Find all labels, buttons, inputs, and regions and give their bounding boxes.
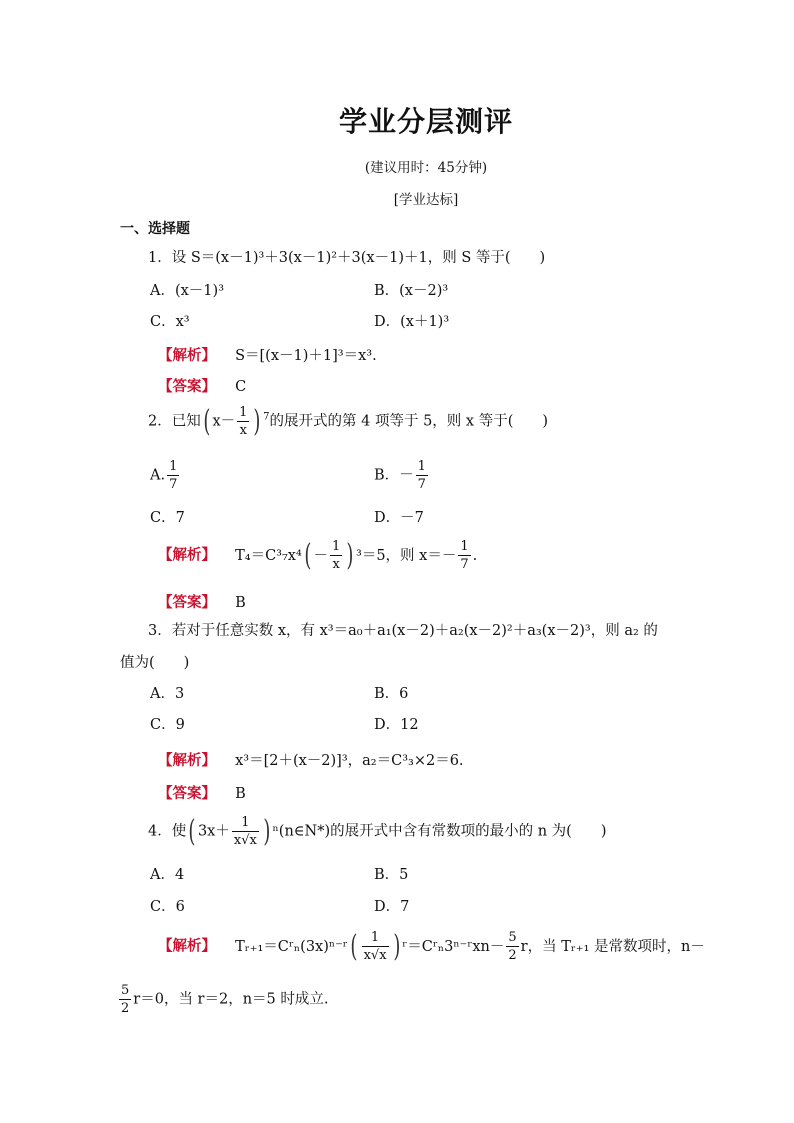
- q4-option-b: B．5: [374, 867, 409, 883]
- left-paren: (: [203, 403, 211, 439]
- q2-option-a-fraction: [167, 458, 179, 493]
- q4-option-a: A．4: [150, 867, 185, 883]
- denominator: 7: [169, 477, 178, 492]
- numerator: 1: [169, 459, 178, 474]
- denominator: x√x: [363, 948, 387, 963]
- section-title: 一、选择题: [120, 221, 190, 237]
- q2-stem-exponent: 7: [263, 411, 270, 423]
- q1-option-d: D．(x＋1)³: [374, 314, 450, 330]
- right-paren: ): [263, 813, 271, 849]
- numerator: 1: [417, 459, 426, 474]
- q2-stem-fraction: [237, 404, 249, 439]
- q1-option-a: A．(x－1)³: [150, 283, 225, 299]
- q4-option-c: C．6: [150, 899, 185, 915]
- left-paren: (: [304, 537, 312, 573]
- q1-answer: [158, 375, 246, 396]
- q2-option-b-fraction: [416, 458, 428, 493]
- q3-option-a: A．3: [150, 686, 185, 702]
- q2-analysis: [158, 538, 477, 573]
- time-hint: (建议用时：45分钟): [364, 160, 488, 176]
- answer-tag: 【答案】: [158, 595, 216, 611]
- analysis-fraction-2: [506, 929, 518, 964]
- q3-stem-line1: 3．若对于任意实数 x，有 x³＝a₀＋a₁(x－2)＋a₂(x－2)²＋a₃(x－2)³，则 a₂ 的: [148, 623, 658, 639]
- left-paren: (: [350, 928, 358, 964]
- denominator: 2: [508, 948, 517, 963]
- denominator: 2: [121, 1001, 130, 1016]
- analysis-mid: ʳ＝Cʳₙ3ⁿ⁻ʳxn－: [402, 938, 505, 955]
- q3-analysis-text: x³＝[2＋(x－2)]³，a₂＝C³₃×2＝6.: [235, 753, 464, 769]
- q4-analysis-text: [235, 928, 705, 964]
- right-paren: ): [392, 928, 400, 964]
- analysis-inner: －: [313, 547, 329, 564]
- q2-analysis-text: [235, 537, 478, 573]
- q2-stem-suffix: 的展开式的第 4 项等于 5，则 x 等于( ): [269, 413, 549, 430]
- analysis-tag: 【解析】: [158, 938, 216, 955]
- numerator: 1: [232, 814, 259, 832]
- answer-tag: 【答案】: [158, 786, 216, 802]
- analysis-fraction: [330, 538, 342, 573]
- q2-option-a: [150, 458, 181, 493]
- q2-stem-prefix: 2．已知: [148, 413, 201, 430]
- q4-stem-prefix: 4．使: [148, 823, 187, 840]
- q2-option-c: C．7: [150, 510, 185, 526]
- q4-analysis: [158, 929, 705, 964]
- analysis-line2-text: r＝0，当 r＝2，n＝5 时成立.: [133, 991, 329, 1008]
- q3-option-b: B．6: [374, 686, 409, 702]
- q4-stem-base: 3x＋: [197, 823, 230, 840]
- numerator: 1: [362, 929, 389, 947]
- denominator: x: [239, 423, 247, 438]
- q2-option-b: [374, 458, 430, 493]
- analysis-tail: r，当 Tᵣ₊₁ 是常数项时，n－: [520, 938, 705, 955]
- q4-analysis-line2: [117, 982, 329, 1017]
- analysis-fraction: [362, 929, 389, 964]
- analysis-prefix: Tᵣ₊₁＝Cʳₙ(3x)ⁿ⁻ʳ: [235, 938, 348, 955]
- analysis-line2-fraction: [119, 982, 131, 1017]
- right-paren: ): [253, 403, 261, 439]
- page-title: 学业分层测评: [338, 105, 513, 138]
- q4-option-d: D．7: [374, 899, 410, 915]
- q2-stem-base: x－: [212, 413, 236, 430]
- q3-option-c: C．9: [150, 717, 185, 733]
- analysis-prefix: T₄＝C³₇x⁴: [235, 547, 302, 564]
- denominator: x: [332, 557, 340, 572]
- level-label: [学业达标]: [393, 192, 459, 208]
- analysis-end: .: [472, 547, 478, 564]
- q4-stem-fraction: [232, 814, 259, 849]
- q1-analysis-text: S＝[(x－1)＋1]³＝x³.: [235, 348, 377, 364]
- analysis-tag: 【解析】: [158, 753, 216, 769]
- q1-answer-text: C: [235, 379, 247, 395]
- denominator: 7: [417, 477, 426, 492]
- numerator: 1: [332, 539, 341, 554]
- analysis-tag: 【解析】: [158, 348, 216, 364]
- left-paren: (: [188, 813, 196, 849]
- q2-option-d: D．－7: [374, 510, 424, 526]
- numerator: 5: [121, 983, 130, 998]
- q4-stem: [148, 814, 607, 849]
- q2-answer-text: B: [235, 595, 246, 611]
- q1-stem: 1．设 S＝(x－1)³＋3(x－1)²＋3(x－1)＋1，则 S 等于( ): [148, 250, 546, 266]
- q3-answer: [158, 782, 246, 803]
- analysis-mid: ³＝5，则 x＝－: [356, 547, 457, 564]
- q3-stem-line2: 值为( ): [120, 655, 190, 671]
- q2-answer: [158, 591, 246, 612]
- q3-analysis: [158, 749, 464, 770]
- q1-option-c: C．x³: [150, 314, 190, 330]
- option-letter: B．－: [374, 467, 414, 484]
- q1-analysis: [158, 344, 377, 365]
- analysis-answer-fraction: [458, 538, 470, 573]
- q3-option-d: D．12: [374, 717, 419, 733]
- right-paren: ): [346, 537, 354, 573]
- q4-stem-suffix: ⁿ(n∈N*)的展开式中含有常数项的最小的 n 为( ): [272, 823, 607, 840]
- answer-tag: 【答案】: [158, 379, 216, 395]
- numerator: 1: [460, 539, 469, 554]
- denominator: x√x: [233, 833, 257, 848]
- analysis-tag: 【解析】: [158, 547, 216, 564]
- q2-stem: [148, 404, 548, 439]
- q3-answer-text: B: [235, 786, 246, 802]
- numerator: 5: [508, 930, 517, 945]
- q1-option-b: B．(x－2)³: [374, 283, 449, 299]
- numerator: 1: [239, 405, 248, 420]
- denominator: 7: [460, 557, 469, 572]
- option-letter: A.: [150, 467, 166, 484]
